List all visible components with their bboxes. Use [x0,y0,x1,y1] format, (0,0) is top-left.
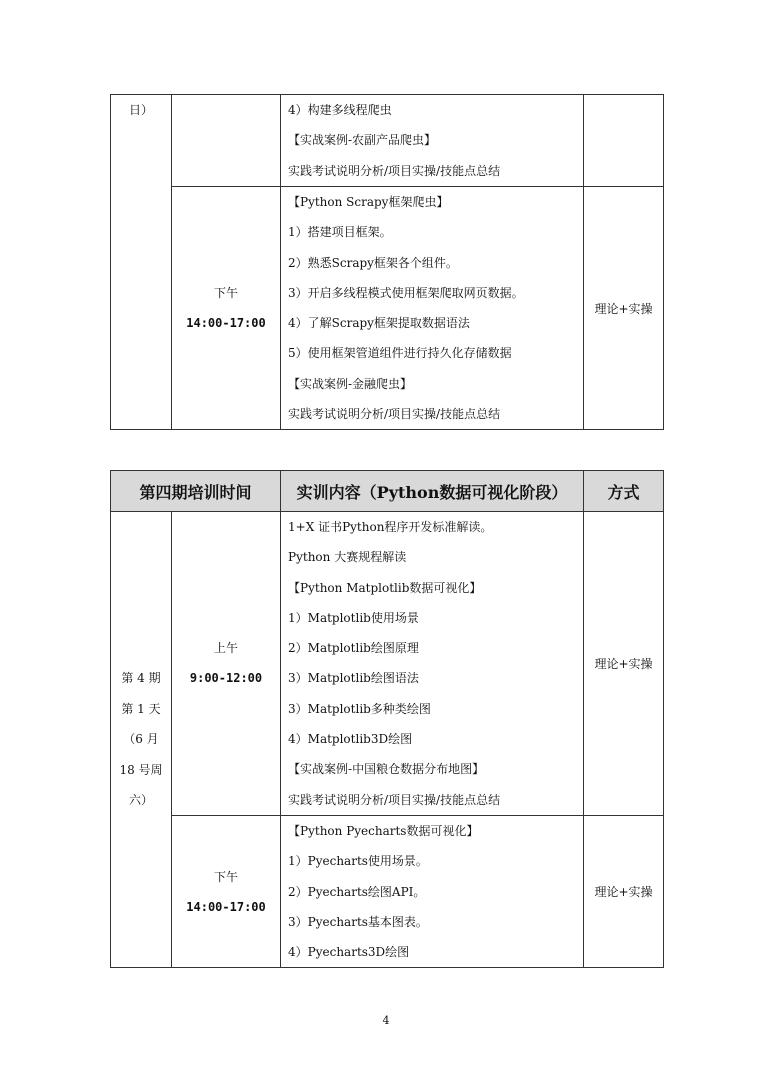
content-line: 3）Pyecharts基本图表。 [288,914,428,929]
content-line: 4）Matplotlib3D绘图 [288,732,413,747]
afternoon-time: 14:00-17:00 [186,899,266,914]
content-line: 【实战案例-金融爬虫】 [288,376,413,391]
morning-content-cell [281,512,584,816]
content-line: 3）开启多线程模式使用框架爬取网页数据。 [288,285,524,300]
content-line: 1）Pyecharts使用场景。 [288,854,428,869]
afternoon-time: 14:00-17:00 [186,316,266,331]
content-line: 2）熟悉Scrapy框架各个组件。 [288,255,458,270]
day-line: 第 4 期 [121,671,161,686]
content-line: 2）Pyecharts绘图API。 [288,884,426,899]
content-line: 4）构建多线程爬虫 [288,103,392,118]
header-time: 第四期培训时间 [111,471,281,512]
content-line: 【Python Pyecharts数据可视化】 [288,823,479,838]
afternoon-label: 下午 [214,869,239,884]
morning-method-cell: 理论+实操 [584,512,664,816]
afternoon-content-cell [281,815,584,967]
content-line: 【实战案例-中国粮仓数据分布地图】 [288,762,485,777]
afternoon-time-cell [172,187,281,430]
content-line: 1+X 证书Python程序开发标准解读。 [288,520,493,534]
day-line: 18 号周 [119,762,163,777]
day-cell [111,512,172,968]
content-line: 【实战案例-农副产品爬虫】 [288,133,437,148]
content-line: 实践考试说明分析/项目实操/技能点总结 [288,163,501,178]
content-line: 5）使用框架管道组件进行持久化存储数据 [288,346,512,361]
morning-time: 9:00-12:00 [189,671,263,686]
morning-content-cell [281,95,584,187]
afternoon-content-cell [281,187,584,430]
content-line: 【Python Scrapy框架爬虫】 [288,195,449,209]
header-content: 实训内容（Python数据可视化阶段） [281,471,584,512]
content-line: 3）Matplotlib多种类绘图 [288,701,431,716]
content-line: 【Python Matplotlib数据可视化】 [288,580,482,595]
content-line: 2）Matplotlib绘图原理 [288,641,419,656]
day-line: 第 1 天 [121,701,161,716]
content-line: 4）了解Scrapy框架提取数据语法 [288,316,470,331]
day-line: （6 月 [123,732,159,747]
content-line: 1）搭建项目框架。 [288,225,392,240]
morning-label: 上午 [214,641,239,656]
content-line: 4）Pyecharts3D绘图 [288,945,410,960]
content-line: 实践考试说明分析/项目实操/技能点总结 [288,407,501,422]
page-number: 4 [382,1014,390,1027]
morning-time-cell-empty [172,95,281,187]
content-line: 1）Matplotlib使用场景 [288,610,419,625]
afternoon-time-cell [172,815,281,967]
morning-time-cell [172,512,281,816]
afternoon-method-cell: 理论+实操 [584,815,664,967]
schedule-table-phase-4 [110,470,664,968]
morning-method-cell-empty [584,95,664,187]
afternoon-method-cell: 理论+实操 [584,187,664,430]
afternoon-label: 下午 [213,286,238,301]
content-line: 3）Matplotlib绘图语法 [288,671,419,686]
header-method: 方式 [584,471,664,512]
content-line: 实践考试说明分析/项目实操/技能点总结 [288,792,501,807]
schedule-table-continued [110,94,664,430]
day-cell-fragment: 日） [128,103,153,117]
day-line: 六） [128,793,153,808]
day-cell [111,95,172,430]
content-line: Python 大赛规程解读 [288,550,407,565]
